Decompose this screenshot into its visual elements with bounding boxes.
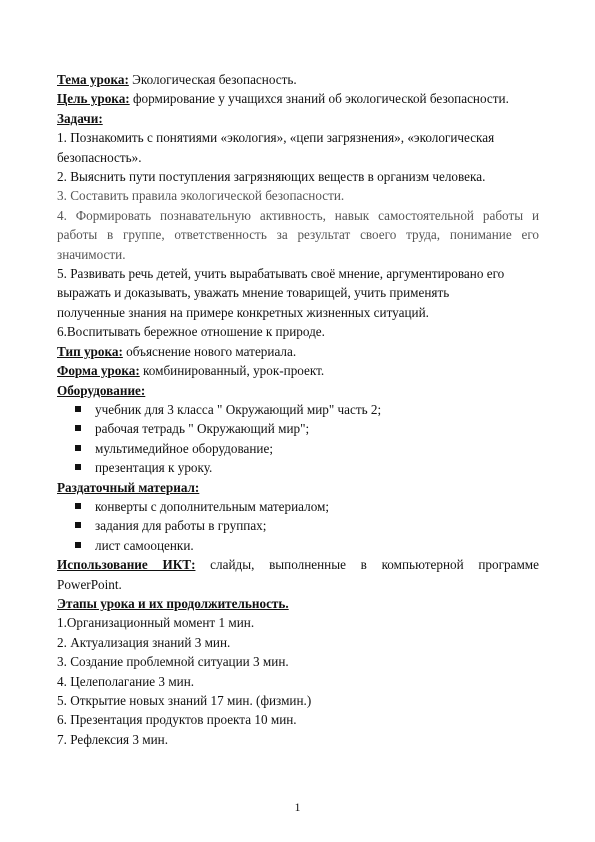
equipment-heading: Оборудование: <box>57 382 146 398</box>
task-line: 4. Формировать познавательную активность, навык самостоятельной работы и <box>57 207 539 223</box>
bullet-square-icon <box>75 503 81 509</box>
goal-value: формирование у учащихся знаний об экологической безопасности. <box>129 91 509 107</box>
lesson-form-value: комбинированный, урок-проект. <box>139 363 325 379</box>
task-line: 5. Развивать речь детей, учить вырабатывать своё мнение, аргументировано его <box>57 266 505 282</box>
topic-label: Тема урока: <box>57 72 129 87</box>
task-line: 1. Познакомить с понятиями «экология», «цепи загрязнения», «экологическая <box>57 130 495 146</box>
lesson-type-line <box>57 342 539 361</box>
lesson-form-line <box>57 361 539 380</box>
lesson-form-label: Форма урока: <box>57 363 140 379</box>
stage-item: 5. Открытие новых знаний 17 мин. (физмин.) <box>57 693 312 708</box>
topic-line <box>57 70 539 89</box>
equipment-item: рабочая тетрадь " Окружающий мир"; <box>57 419 539 438</box>
task-line: 6.Воспитывать бережное отношение к природе. <box>57 324 325 340</box>
task-line: значимости. <box>57 246 126 262</box>
ict-line-2: PowerPoint. <box>57 576 122 592</box>
page-number: 1 <box>294 800 301 814</box>
topic-value: Экологическая безопасность. <box>128 72 297 87</box>
task-line: безопасность». <box>57 149 142 165</box>
task-line: работы в группе, ответственность за результат своего труда, понимание его <box>57 227 539 243</box>
handout-item: лист самооценки. <box>57 536 539 555</box>
ict-line <box>57 555 539 574</box>
tasks-heading: Задачи: <box>57 110 103 126</box>
task-line: полученные знания на примере конкретных жизненных ситуаций. <box>57 304 429 320</box>
stages-heading: Этапы урока и их продолжительность. <box>57 595 289 611</box>
stage-item: 1.Организационный момент 1 мин. <box>57 615 255 631</box>
task-line: 2. Выяснить пути поступления загрязняющих веществ в организм человека. <box>57 169 486 185</box>
stage-item: 2. Актуализация знаний 3 мин. <box>57 634 231 650</box>
handout-item: конверты с дополнительным материалом; <box>57 497 539 516</box>
task-line: 3. Составить правила экологической безопасности. <box>57 188 345 204</box>
bullet-square-icon <box>75 445 81 451</box>
ict-value: слайды, выполненные в компьютерной программе <box>195 557 540 573</box>
document-page <box>57 70 539 749</box>
bullet-square-icon <box>75 522 81 528</box>
stage-item: 4. Целеполагание 3 мин. <box>57 673 195 689</box>
goal-label: Цель урока: <box>57 91 130 107</box>
stage-item: 6. Презентация продуктов проекта 10 мин. <box>57 712 297 728</box>
bullet-square-icon <box>75 542 81 548</box>
bullet-square-icon <box>75 464 81 470</box>
lesson-type-label: Тип урока: <box>57 343 123 359</box>
goal-line <box>57 89 539 108</box>
handout-item: задания для работы в группах; <box>57 516 539 535</box>
equipment-item: мультимедийное оборудование; <box>57 439 539 458</box>
stage-item: 3. Создание проблемной ситуации 3 мин. <box>57 654 289 670</box>
stage-item: 7. Рефлексия 3 мин. <box>57 731 169 747</box>
equipment-item: презентация к уроку. <box>57 458 539 477</box>
equipment-item: учебник для 3 класса " Окружающий мир" часть 2; <box>57 400 539 419</box>
ict-label: Использование ИКТ: <box>57 557 196 573</box>
bullet-square-icon <box>75 425 81 431</box>
bullet-square-icon <box>75 406 81 412</box>
handouts-heading: Раздаточный материал: <box>57 479 200 495</box>
task-line: выражать и доказывать, уважать мнение товарищей, учить применять <box>57 285 450 301</box>
lesson-type-value: объяснение нового материала. <box>122 343 297 359</box>
